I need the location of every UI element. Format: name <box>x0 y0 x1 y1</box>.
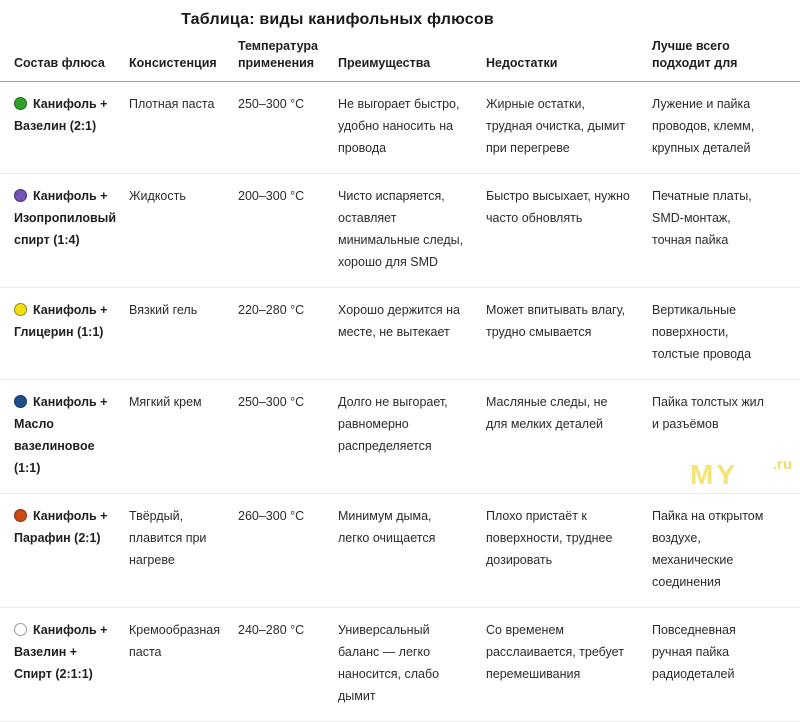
table-row <box>0 380 800 494</box>
purple-color-dot <box>14 189 27 202</box>
cell-disadvantages: Со временем расслаивается, требует перемешивания <box>486 623 624 681</box>
cell-best-for: Повседневная ручная пайка радиодеталей <box>652 623 736 681</box>
cell-consistency: Плотная паста <box>129 97 215 111</box>
cell-consistency: Вязкий гель <box>129 303 198 317</box>
cell-composition: Канифоль + Вазелин (2:1) <box>14 97 108 133</box>
table-row <box>0 82 800 174</box>
cell-composition: Канифоль + Изопропиловый спирт (1:4) <box>14 189 117 247</box>
cell-temperature: 250–300 °C <box>238 97 305 111</box>
cell-temperature: 240–280 °C <box>238 623 305 637</box>
table-row <box>0 288 800 380</box>
column-header-advantages: Преимущества <box>338 56 431 70</box>
watermark-main-text: MY <box>690 459 738 490</box>
cell-disadvantages: Масляные следы, не для мелких деталей <box>486 395 608 431</box>
cell-best-for: Печатные платы, SMD-монтаж, точная пайка <box>652 189 752 247</box>
table-body <box>0 82 800 722</box>
cell-temperature: 260–300 °C <box>238 509 305 523</box>
table-row <box>0 174 800 288</box>
cell-consistency: Мягкий крем <box>129 395 202 409</box>
cell-best-for: Пайка толстых жил и разъёмов <box>652 395 764 431</box>
column-header-disadvantages: Недостатки <box>486 56 558 70</box>
yellow-color-dot <box>14 303 27 316</box>
cell-consistency: Жидкость <box>129 189 186 203</box>
green-color-dot <box>14 97 27 110</box>
cell-composition: Канифоль + Вазелин + Спирт (2:1:1) <box>14 623 108 681</box>
cell-advantages: Универсальный баланс — легко наносится, слабо дымит <box>338 623 440 703</box>
cell-composition: Канифоль + Глицерин (1:1) <box>14 303 108 339</box>
column-header-best-for: Лучше всего подходит для <box>652 39 738 70</box>
watermark-suffix-text: .ru <box>772 456 792 473</box>
cell-consistency: Кремообразная паста <box>129 623 220 659</box>
cell-best-for: Лужение и пайка проводов, клемм, крупных деталей <box>652 97 755 155</box>
table-row <box>0 608 800 722</box>
white-color-dot <box>14 623 27 636</box>
cell-disadvantages: Может впитывать влагу, трудно смывается <box>486 303 626 339</box>
cell-temperature: 200–300 °C <box>238 189 305 203</box>
cell-advantages: Чисто испаряется, оставляет минимальные следы, хорошо для SMD <box>338 189 464 269</box>
cell-best-for: Пайка на открытом воздухе, механические соединения <box>652 509 764 589</box>
cell-composition: Канифоль + Масло вазелиновое (1:1) <box>14 395 108 475</box>
column-header-composition: Состав флюса <box>14 56 105 70</box>
cell-temperature: 250–300 °C <box>238 395 305 409</box>
cell-disadvantages: Плохо пристаёт к поверхности, труднее дозировать <box>486 509 613 567</box>
blue-color-dot <box>14 395 27 408</box>
column-header-consistency: Консистенция <box>129 56 217 70</box>
column-header-temperature: Температура применения <box>238 39 318 70</box>
cell-disadvantages: Жирные остатки, трудная очистка, дымит при перегреве <box>486 97 626 155</box>
cell-disadvantages: Быстро высыхает, нужно часто обновлять <box>486 189 630 225</box>
cell-advantages: Минимум дыма, легко очищается <box>338 509 436 545</box>
table-header-row <box>0 38 800 82</box>
cell-advantages: Хорошо держится на месте, не вытекает <box>338 303 460 339</box>
cell-consistency: Твёрдый, плавится при нагреве <box>129 509 207 567</box>
table-row <box>0 494 800 608</box>
cell-advantages: Не выгорает быстро, удобно наносить на провода <box>338 97 460 155</box>
cell-composition: Канифоль + Парафин (2:1) <box>14 509 108 545</box>
cell-advantages: Долго не выгорает, равномерно распределяется <box>338 395 448 453</box>
cell-temperature: 220–280 °C <box>238 303 305 317</box>
cell-best-for: Вертикальные поверхности, толстые провода <box>652 303 752 361</box>
page-title: Таблица: виды канифольных флюсов <box>181 11 494 28</box>
orange-color-dot <box>14 509 27 522</box>
